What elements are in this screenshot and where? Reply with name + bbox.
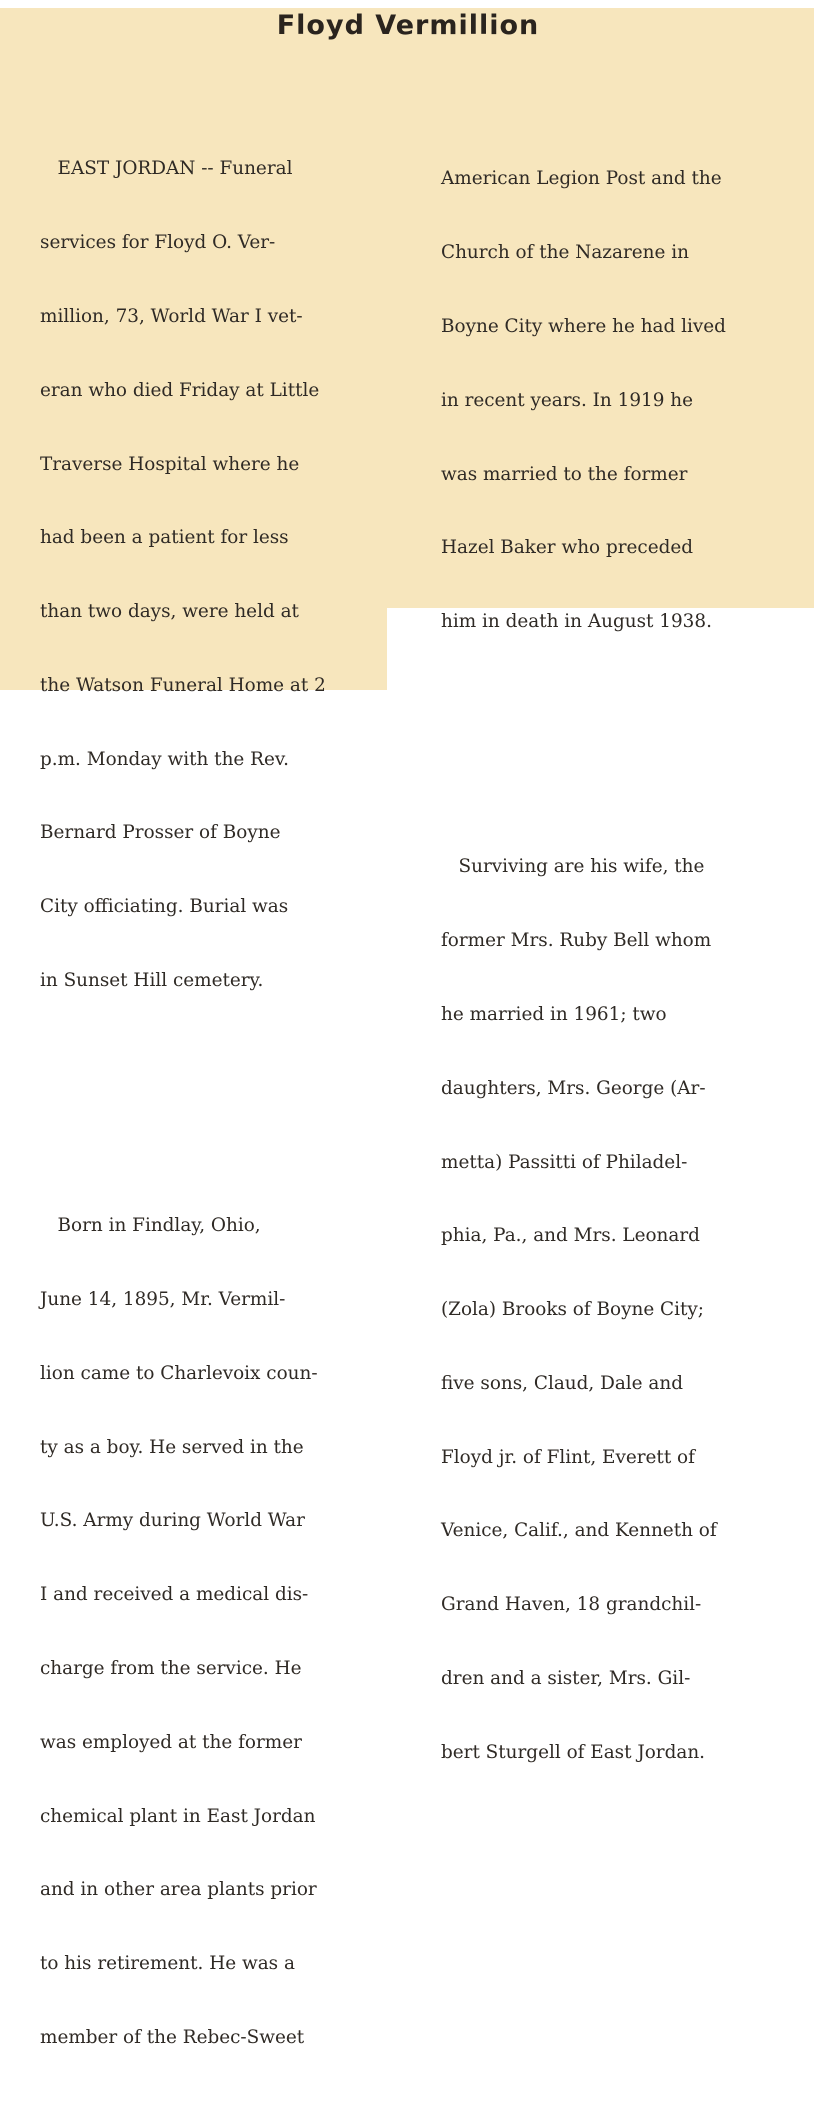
text-line: ty as a boy. He served in the <box>40 1436 304 1458</box>
text-line: him in death in August 1938. <box>441 611 712 633</box>
text-line: Hazel Baker who preceded <box>441 537 694 559</box>
text-line: member of the Rebec-Sweet <box>40 2026 305 2048</box>
text-line: five sons, Claud, Dale and <box>441 1372 683 1394</box>
text-line: had been a patient for less <box>40 527 289 549</box>
left-paragraph-1 <box>40 108 385 1043</box>
text-line: metta) Passitti of Philadel- <box>441 1151 688 1173</box>
text-line: Born in Findlay, Ohio, <box>40 1215 261 1237</box>
text-line: dren and a sister, Mrs. Gil- <box>441 1668 691 1689</box>
text-line: phia, Pa., and Mrs. Leonard <box>441 1225 700 1247</box>
text-line: was married to the former <box>441 463 688 485</box>
text-line: Church of the Nazarene in <box>441 242 689 264</box>
text-line: Venice, Calif., and Kenneth of <box>441 1520 717 1542</box>
text-line: City officiating. Burial was <box>40 896 289 918</box>
text-line: bert Sturgell of East Jordan. <box>441 1741 706 1763</box>
right-column <box>441 69 786 1839</box>
left-paragraph-2 <box>40 1165 385 2100</box>
text-line: Boyne City where he had lived <box>441 315 726 337</box>
text-line: lion came to Charlevoix coun- <box>40 1362 318 1384</box>
paragraph-gap <box>40 1092 385 1116</box>
paragraph-gap <box>441 733 786 757</box>
text-line: in Sunset Hill cemetery. <box>40 969 264 991</box>
text-line: and in other area plants prior <box>40 1879 317 1901</box>
text-line: million, 73, World War I vet- <box>40 305 303 327</box>
text-line: (Zola) Brooks of Boyne City; <box>441 1299 704 1321</box>
text-line: EAST JORDAN -- Funeral <box>40 158 293 180</box>
text-line: to his retirement. He was a <box>40 1953 295 1975</box>
text-line: Floyd jr. of Flint, Everett of <box>441 1446 695 1468</box>
text-line: in recent years. In 1919 he <box>441 389 694 411</box>
text-line: Surviving are his wife, the <box>441 856 705 878</box>
right-paragraph-2 <box>441 806 786 1814</box>
text-line: the Watson Funeral Home at 2 <box>40 674 326 696</box>
text-line: American Legion Post and the <box>441 168 722 190</box>
text-line: charge from the service. He <box>40 1658 302 1679</box>
text-line: p.m. Monday with the Rev. <box>40 748 289 770</box>
text-line: than two days, were held at <box>40 601 299 623</box>
obituary-headline: Floyd Vermillion <box>276 10 540 41</box>
text-line: daughters, Mrs. George (Ar- <box>441 1077 706 1099</box>
right-paragraph-1 <box>441 118 786 684</box>
text-line: chemical plant in East Jordan <box>40 1805 316 1827</box>
left-column <box>40 59 385 2124</box>
text-line: eran who died Friday at Little <box>40 379 320 401</box>
text-line: he married in 1961; two <box>441 1003 667 1025</box>
text-line: was employed at the former <box>40 1731 302 1753</box>
text-line: June 14, 1895, Mr. Vermil- <box>40 1289 286 1311</box>
text-line: I and received a medical dis- <box>40 1584 309 1606</box>
text-line: U.S. Army during World War <box>40 1510 305 1532</box>
text-line: Traverse Hospital where he <box>40 453 300 475</box>
text-line: Bernard Prosser of Boyne <box>40 822 281 844</box>
text-line: services for Floyd O. Ver- <box>40 232 276 254</box>
text-line: former Mrs. Ruby Bell whom <box>441 930 712 952</box>
text-line: Grand Haven, 18 grandchil- <box>441 1594 702 1616</box>
